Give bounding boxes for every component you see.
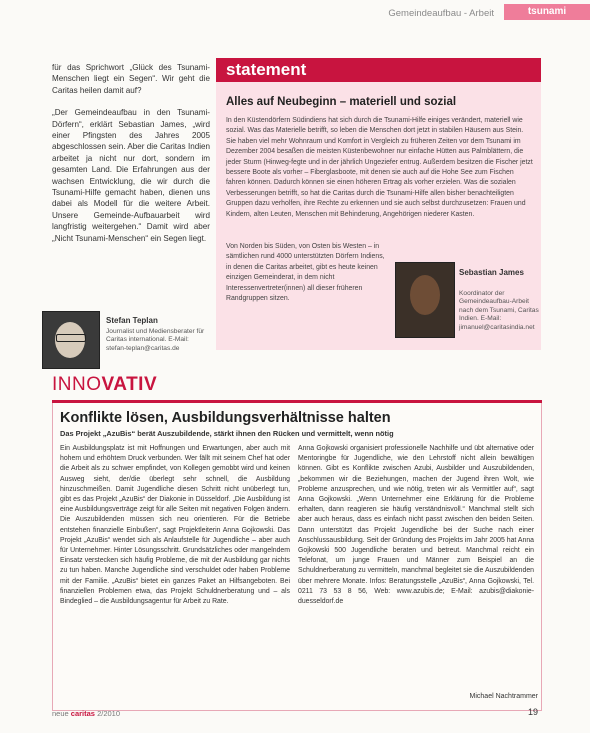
author-photo-sebastian (395, 262, 455, 338)
section-tag: tsunami (504, 4, 590, 20)
statement-column-2 (226, 242, 391, 304)
section-category: Gemeindeaufbau - Arbeit (388, 8, 494, 19)
statement-person-caption: Koordinator der Gemeindeaufbau-Arbeit nach dem Tsunami, Caritas Indien. E-Mail: jimanuel@caritasindia.net (459, 290, 539, 331)
face-shape (410, 275, 440, 315)
author-caption: Journalist und Mediensberater für Caritas international. E-Mail: stefan-teplan@caritas.de (106, 328, 205, 352)
paragraph: für das Sprichwort „Glück des Tsunami-Menschen liegt ein Segen“. Wir geht die Caritas heilen damit auf? (52, 63, 210, 95)
statement-label: statement (216, 58, 541, 82)
footer-magazine: neue caritas 2/2010 (52, 709, 121, 718)
left-column-text (52, 62, 210, 244)
article-title: Konflikte lösen, Ausbildungsverhältnisse halten (60, 410, 391, 426)
article-column-2: Anna Gojkowski organisiert professionelle Nachhilfe und übt alternative oder Mentoringbe für Jugendliche, wie den Lehrstoff nicht allein bewältigen können. Gibt es Konflikte zwischen Azubi, Ausbilder und Auszubildenden, „bekommen wir die Beziehungen, machen der Jugend ihren Wolt, wie Probleme anzusprechen, und wie nötig, treten wir als Vermittler auf“, sagt Anna Gojkowski. „Wenn Unternehmer eine Erklärung für die Probleme erhalten, dann reagieren sie häufig verständnisvoll.“ Manchmal stellt sich aber auch heraus, dass es einfach nicht passt zwischen den beiden Seiten. Dann unterstützt das Projekt Jugendliche bei der Suche nach einer Anschlussausbildung. Seit der Gründung des Projekts im Jahr 2005 hat Anna Gojkowski 500 Jugendliche beraten und betreut. Manchmal reicht ein Telefonat, um junge Frauen und Männer zum Beispiel an die Schuldnerberatung zu vermitteln, manchmal begleitet sie die Auszubildenden über mehrere Monate. Infos: Beratungsstelle „AzuBis“, Anna Gojkowski, Tel. 0211 73 53 8 56, Web: www.azubis.de; E-Mail: azubis@diakonie-duesseldorf.de (298, 445, 534, 606)
article-column-1: Ein Ausbildungsplatz ist mit Hoffnungen und Erwartungen, aber auch mit hohem und erhöhtem Druck verbunden. Wer fällt mit seinem Chef hat oder die Arbeit als zu schwer empfindet, von Kollegen gemobbt wird und keinen Ausweg sieht, der/die überlegt sehr schnell, die Ausbildung hinzuschmeißen. Damit Jugendliche diesen Schritt nicht unüberlegt tun, gibt es das Projekt „AzuBis“ der Diakonie in Düsseldorf. „Die Ausbildung ist eine Ausbildungsverträge zeigt für alle Seiten mit negativen Folgen ändern. Die Auszubildenden müssen sich neu orientieren. Für die Betriebe entstehen finanzielle Einbußen“, sagt Projektleiterin Anna Gojkowski. Das Projekt „AzuBis“ wendet sich als Anlaufstelle für Jugendliche – aber auch für Unternehmer. Hinter Lösungsschritt. Grundsätzliches oder mangelndem Einsatz verstecken sich häufig Probleme, die mit der Ausbildung gar nichts zu tun haben. Manche Jugendliche sind verschuldet oder haben Probleme mit der Familie. „AzuBis“ bietet ein ganzes Paket an Hilfsangeboten. Bei finanziellen Problemen etwa, das Projekt Schuldnerberatung und – als Bindeglied – die Ausbildungsagentur für Arbeit zu Rate. (60, 445, 290, 606)
statement-body (226, 116, 534, 220)
page-number: 19 (527, 707, 538, 717)
statement-title: Alles auf Neubeginn – materiell und sozial (226, 96, 457, 108)
statement-paragraph: In den Küstendörfern Südindiens hat sich durch die Tsunami-Hilfe einiges verändert, materiell wie sozial. Was das Materielle betrifft, so leben die Menschen dort jetzt in stabilen Häusern aus Stein. Sie haben viel mehr Wohnraum und Komfort in Vergleich zu früheren Zeiten vor dem Tsunami im Dezember 2004 besaßen die meisten Küstenbewohner nur einfache Hütten aus Palmblättern, die jeder Sturm (Hinweg-fegte und in der jährlich Ungeziefer entrug. Außerdem besitzen die Fischer jetzt bessere Boote als vorher – Fiberglasboote, mit denen sie auch auf die Hohe See zum Fischen fahren können. Dadurch können sie einen höheren Ertrag als vorher erzielen. Was die sozialen Verbesserungen betrifft, so hat die Caritas durch die Tsunami-Hilfe allen bisher benachteiligten Gruppen dazu verholfen, ihre Rechte zu erkennen und sie auch selbst durchzusetzen: Frauen und Kindern, alten Leuten, Menschen mit Behinderung, Angehörigen niederer Kasten. (226, 117, 533, 218)
statement-paragraph: Von Norden bis Süden, von Osten bis Westen – in sämtlichen rund 4000 unterstützten Dörfern Indiens, in denen die Caritas arbeitet, gibt es heute keinen einzigen Gemeinderat, in dem nicht Interessenvertreter(innen) all dieser früheren Randgruppen sitzen. (226, 243, 385, 303)
innovativ-label: INNOVATIV (52, 374, 158, 395)
statement-person-name: Sebastian James (459, 268, 524, 277)
glasses-shape (56, 334, 86, 342)
article-subtitle: Das Projekt „AzuBis“ berät Auszubildende, stärkt ihnen den Rücken und vermittelt, wenn nötig (60, 429, 394, 438)
article-author: Michael Nachtrammer (469, 693, 538, 700)
author-name: Stefan Teplan (106, 316, 158, 325)
author-photo-stefan (42, 311, 100, 369)
paragraph: „Der Gemeindeaufbau in den Tsunami-Dörfern“, erklärt Sebastian James, „wird einer Pfingsten des Jahres 2005 abgeschlossen sein. Aber die Caritas Indien arbeitet ja nicht nur dort, sondern im gesamten Land. Die Erfahrungen aus der wachsen Entwicklung, die wir durch die Tsunami-Hilfe gemacht haben, dienen uns dabei als Modell für die weitere Arbeit. Unsere Gemeinde-Aufbauarbeit wird langfristig weitergehen.“ Damit wird aber „Nicht Tsunami-Menschen“ ein Segen liegt. (52, 108, 210, 243)
